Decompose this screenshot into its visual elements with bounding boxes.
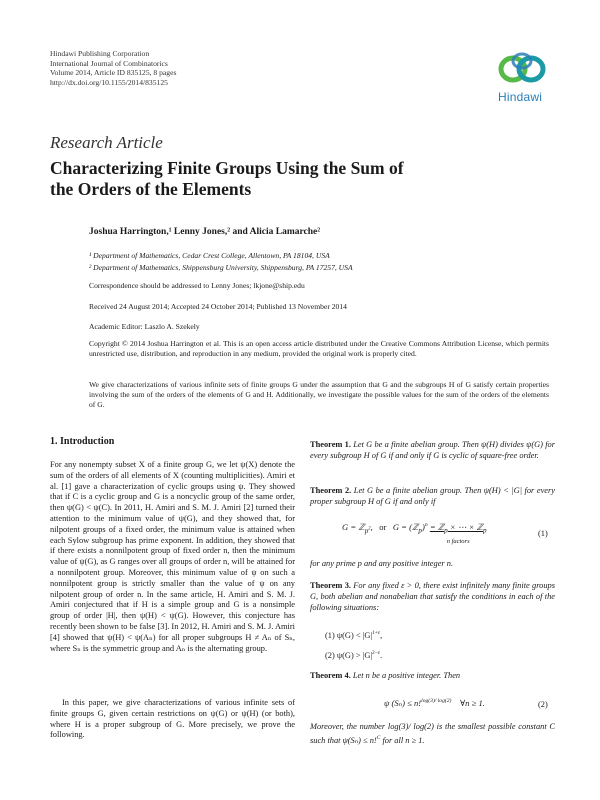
- theorem-3-item-2: (2) $\psi(G) > |G|^{2-\varepsilon}$.: [325, 650, 383, 660]
- section-heading-introduction: 1. Introduction: [50, 436, 115, 447]
- eq1-right: G = (ℤ: [392, 522, 419, 532]
- theorem-4-label: Theorem 4.: [310, 671, 351, 680]
- eq1-product: = ℤ$_p$ × ⋯ × ℤ$_p$ n factors: [429, 522, 487, 545]
- affiliation-2: ² Department of Mathematics, Shippensburg University, Shippensburg, PA 17257, USA: [89, 263, 353, 272]
- article-type: Research Article: [50, 133, 163, 152]
- affiliation-1: ¹ Department of Mathematics, Cedar Crest College, Allentown, PA 18104, USA: [89, 251, 330, 260]
- journal-header: [50, 49, 176, 87]
- author-list: Joshua Harrington,¹ Lenny Jones,² and Alicia Lamarche²: [89, 227, 321, 237]
- theorem-4: [310, 671, 555, 682]
- journal-name: International Journal of Combinatorics: [50, 58, 168, 68]
- theorem-1-text: Let G be a finite abelian group. Then ψ(H) divides ψ(G) for every subgroup H of G if and only if G is cyclic of square-free order.: [310, 440, 555, 460]
- doi-link[interactable]: http://dx.doi.org/10.1155/2014/835125: [50, 77, 168, 87]
- volume-info: Volume 2014, Article ID 835125, 8 pages: [50, 68, 177, 78]
- intro-paragraph-1: For any nonempty subset X of a finite group G, we let ψ(X) denote the sum of the orders of all elements of X (counting multiplicities). Amiri et al. [1] gave a characterization of cyclic groups using ψ. They showed that if C is a cyclic group and G is a noncyclic group of the same order, then ψ(G) < ψ(C). In 2011, H. Amiri and S. M. J. Amiri [2] turned their attention to the minimum value of ψ(G), and they showed that, for nilpotent groups of a fixed order, the minimum value is attained when each Sylow subgroup has prime exponent. In addition, they showed that if there exists a nonnilpotent group of fixed order n, then the minimum value of ψ(G), as G ranges over all groups of order n, will be attained for a nonnilpotent group. Moreover, this minimum value of ψ on such a nonnilpotent group is strictly smaller than the value of ψ on any nilpotent group of order n. In the same article, H. Amiri and S. M. J. Amiri conjectured that if H is a simple group and G is a nonsimple group of order |H|, then ψ(H) < ψ(G). However, this conjecture has recently been shown to be false [3]. In 2012, H. Amiri and S. M. J. Amiri [4] showed that ψ(H) < ψ(Aₙ) for all proper subgroups H ≠ Aₙ of Sₙ, where Sₙ is the symmetric group and Aₙ is the alternating group.: [50, 460, 295, 653]
- copyright-notice: Copyright © 2014 Joshua Harrington et al. This is an open access article distributed under the Creative Commons Attribution License, which permits unrestricted use, distribution, and reproduction in any medium, provided the original work is properly cited.: [89, 339, 549, 359]
- equation-2-number: (2): [538, 700, 548, 709]
- equation-1: G = ℤ$_{p^2}$, or G = (ℤ$_p$)$^n$ = ℤ$_p$ × ⋯ × ℤ$_p$ n factors: [342, 522, 487, 545]
- publication-dates: Received 24 August 2014; Accepted 24 October 2014; Published 13 November 2014: [89, 302, 347, 311]
- theorem-3-text: For any fixed ε > 0, there exist infinitely many finite groups G, both abelian and nonabelian that satisfy the conditions in each of the following situations:: [310, 581, 555, 612]
- theorem-2-continuation: for any prime p and any positive integer n.: [310, 559, 454, 568]
- publisher: Hindawi Publishing Corporation: [50, 49, 150, 58]
- theorem-4-continuation: Moreover, the number log(3)/ log(2) is the smallest possible constant C such that ψ(Sₙ) ≤ n!$^C$ for all n ≥ 1.: [310, 722, 555, 745]
- theorem-3-label: Theorem 3.: [310, 581, 351, 590]
- theorem-2: [310, 486, 555, 508]
- theorem-2-text: Let G be a finite abelian group. Then ψ(H) < |G| for every proper subgroup H of G if and only if: [310, 486, 555, 506]
- theorem-3: [310, 581, 555, 613]
- intro-paragraph-2: In this paper, we give characterizations of various infinite sets of finite groups G, given certain restrictions on ψ(G) or ψ(H) (or both), where H is a proper subgroup of G. More precisely, we prove the following.: [50, 698, 295, 740]
- theorem-2-label: Theorem 2.: [310, 486, 352, 495]
- title-line-1: Characterizing Finite Groups Using the Sum of: [50, 158, 404, 178]
- academic-editor: Academic Editor: Laszlo A. Szekely: [89, 322, 200, 331]
- eq1-left: G = ℤ: [342, 522, 365, 532]
- theorem-3-item-1: (1) $\psi(G) < |G|^{1+\varepsilon}$,: [325, 630, 383, 640]
- equation-2: ψ (Sₙ) ≤ n!$^{log(3)/ log(2)}$ ∀n ≥ 1.: [384, 698, 485, 708]
- equation-1-number: (1): [538, 529, 548, 538]
- eq1-or: or: [379, 522, 387, 532]
- eq1-n-factors: n factors: [446, 537, 470, 545]
- abstract: We give characterizations of various infinite sets of finite groups G under the assumption that G and the subgroups H of G satisfy certain properties involving the sum of the orders of the elements of G and H. Additionally, we investigate the possible values for the sum of the orders of the elements of G.: [89, 380, 549, 410]
- theorem-1: [310, 440, 555, 462]
- logo-wordmark: Hindawi: [498, 90, 543, 104]
- title-line-2: the Orders of the Elements: [50, 179, 252, 199]
- theorem-4-text: Let n be a positive integer. Then: [352, 671, 461, 680]
- correspondence: Correspondence should be addressed to Lenny Jones; lkjone@ship.edu: [89, 281, 305, 290]
- theorem-1-label: Theorem 1.: [310, 440, 351, 449]
- eq1-sub-p: p2: [364, 526, 371, 535]
- article-title: [50, 158, 450, 200]
